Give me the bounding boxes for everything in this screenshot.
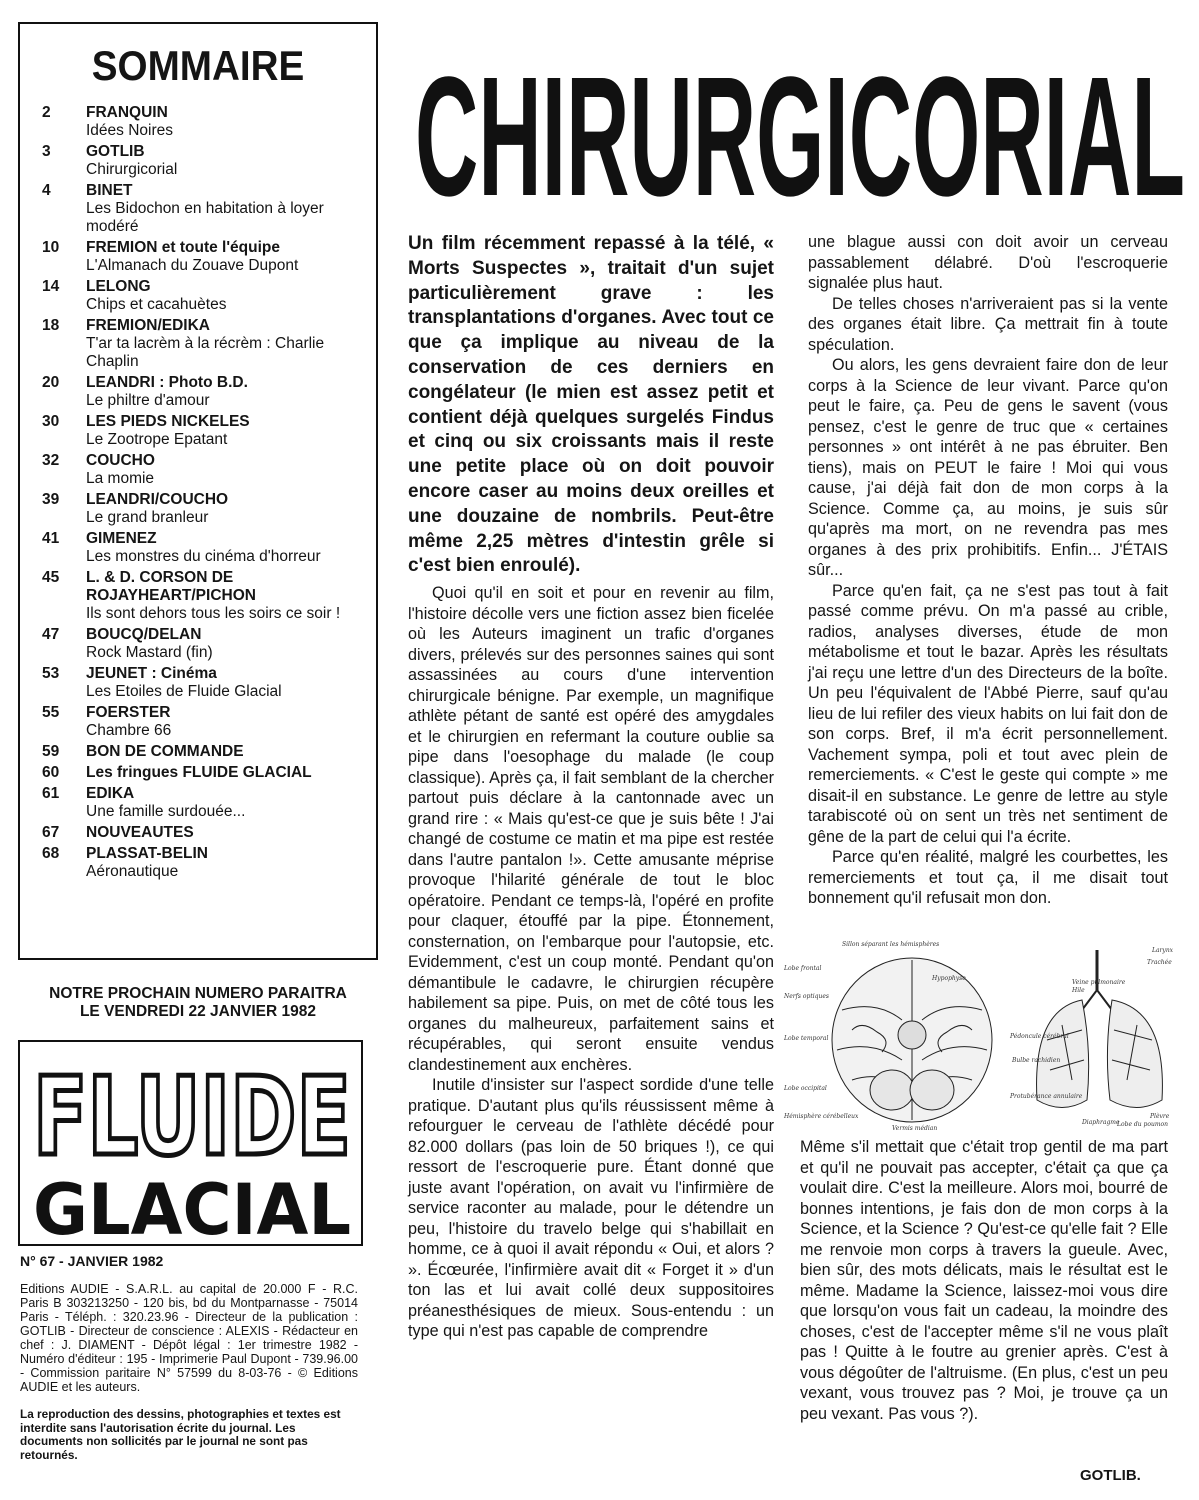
col2-paragraph-5: Parce qu'en réalité, malgré les courbettes, les remerciements et tout ça, il me disait tout bonnement qu'il refusait mon don.	[808, 848, 1168, 907]
toc-feature-title: La momie	[86, 470, 155, 487]
article-intro: Un film récemment repassé à la télé, « Morts Suspectes », traitait d'un sujet particulièrement grave : les transplantations d'organes. Avec tout ce que ça implique au niveau de la conservation de ces derniers en congélateur (le mien est assez petit et contient déjà quelques surgelés Findus et cinq ou six croissants mais il reste une petite place où on doit pouvoir encore caser au moins deux oreilles et une douzaine de nombrils. Peut-être même 2,25 mètres d'intestin grêle si c'est bien enroulé).	[408, 233, 774, 577]
toc-feature-title: Les Bidochon en habitation à loyer modéré	[86, 200, 324, 235]
toc-entry	[42, 374, 367, 410]
toc-feature-title: Aéronautique	[86, 863, 179, 880]
toc-entry-text	[86, 743, 367, 761]
toc-entry	[42, 824, 367, 842]
toc-author: FOERSTER	[86, 704, 171, 721]
imprint: Editions AUDIE - S.A.R.L. au capital de 20.000 F - R.C. Paris B 303213250 - 120 bis, bd du Montparnasse - 75014 Paris - Téléph. : 320.23.96 - Directeur de la publication : GOTLIB - Directeur de conscience : ALEXIS - Rédacteur en chef : J. DIAMENT - Dépôt légal : 1er trimestre 1982 - Numéro d'éditeur : 195 - Imprimerie Paul Dupont - 739.96.00 - Commission paritaire N° 57599 du 8-03-76 - © Editions AUDIE et les auteurs.	[20, 1282, 358, 1394]
article-column-2-top	[808, 232, 1168, 909]
toc-entry-text	[86, 278, 367, 314]
toc-entry-text	[86, 143, 367, 179]
toc-author: LEANDRI : Photo B.D.	[86, 374, 248, 391]
toc-entry-text	[86, 182, 367, 236]
toc-author: JEUNET : Cinéma	[86, 665, 217, 682]
toc-entry	[42, 452, 367, 488]
brain-label: Protubérance annulaire	[1010, 1093, 1083, 1100]
toc-entry	[42, 239, 367, 275]
toc-page-number: 53	[42, 665, 60, 682]
table-of-contents	[18, 22, 378, 960]
col1-paragraph-2: Inutile d'insister sur l'aspect sordide d'une telle pratique. D'autant plus qu'ils réussissent même à refourguer le cerveau de l'athlète décédé pour 82.000 dollars (pas loin de 50 briques !), ce qui ressort de l'escroquerie pure. Étant donné que juste avant l'opération, on avait vu l'infirmière de service raconter au malade, pour le détendre un peu, l'histoire du travelo belge qui s'habillait en homme, ce à quoi il avait répondu « Oui, et alors ? ». Écœurée, l'infirmière avait dit « Forget it » d'un ton las et lui avait collé deux suppositoires préanesthésiques de mieux. Sous-entendu : un type qui n'est pas capable de comprendre	[408, 1076, 774, 1341]
toc-page-number: 20	[42, 374, 60, 391]
logo-graphic	[20, 1042, 365, 1251]
toc-entry	[42, 785, 367, 821]
toc-page-number: 18	[42, 317, 60, 334]
toc-title: SOMMAIRE	[91, 42, 305, 89]
toc-feature-title: Chirurgicorial	[86, 161, 178, 178]
disclaimer: La reproduction des dessins, photographies et textes est interdite sans l'autorisation écrite du journal. Les documents non sollicités par le journal ne sont pas retournés.	[20, 1407, 341, 1462]
toc-feature-title: Chips et cacahuètes	[86, 296, 227, 313]
toc-page-number: 30	[42, 413, 60, 430]
toc-author: GIMENEZ	[86, 530, 157, 547]
toc-author: L. & D. CORSON DE ROJAYHEART/PICHON	[86, 569, 256, 604]
toc-feature-title: T'ar ta lacrèm à la récrèm : Charlie Chaplin	[86, 335, 325, 370]
toc-page-number: 61	[42, 785, 60, 802]
article-headline	[405, 42, 1195, 232]
col2-paragraph-3: Ou alors, les gens devraient faire don de leur corps à la Science de leur vivant. Parce qu'on peut le faire, ça. Peu de gens le savent (vous pensez, c'est le genre de truc que « certaines personnes » ont intérêt à ne pas ébruiter. Ben tiens), mais on PEUT le faire ! Moi qui vous cause, j'ai déjà fait don de mon corps à la Science. Comme ça, au moins, je suis sûr qu'après ma mort, on ne revendra pas mes organes à des prix prohibitifs. Enfin... J'ÉTAIS sûr...	[808, 356, 1168, 579]
brain-label: Lobe temporal	[784, 1035, 829, 1042]
toc-feature-title: Chambre 66	[86, 722, 172, 739]
brain-label: Sillon séparant les hémisphères	[842, 941, 940, 948]
toc-page-number: 45	[42, 569, 60, 586]
toc-feature-title: L'Almanach du Zouave Dupont	[86, 257, 299, 274]
toc-author: BON DE COMMANDE	[86, 743, 244, 760]
toc-author: EDIKA	[86, 785, 135, 802]
toc-feature-title: Le philtre d'amour	[86, 392, 210, 409]
toc-entry-text	[86, 374, 367, 410]
toc-feature-title: Une famille surdouée...	[86, 803, 246, 820]
toc-page-number: 41	[42, 530, 60, 547]
brain-label: Pédoncule cérébral	[1010, 1033, 1069, 1040]
col1-paragraph-1: Quoi qu'il en soit et pour en revenir au film, l'histoire décolle vers une fiction assez bien ficelée où les Auteurs imaginent un trafic d'organes divers, prélevés sur des personnes saines qui sont assassinées au cours d'une intervention chirurgicale bénigne. Par exemple, un magnifique athlète pétant de santé est opéré des amygdales et le chirurgien en refermant la couture oublie sa pipe dans l'oesophage du malade (le coup classique). Après ça, il fait semblant de la chercher partout puis déclare à la cantonnade avec un grand rire : « Mais qu'est-ce que je suis bête ! J'ai changé de costume ce matin et ma pipe est restée dans l'autre pantalon !». Cette amusante méprise provoque l'hilarité générale de tout le bloc opératoire. Pendant ce temps-là, l'opéré en profite pour claquer, étouffé par la pipe. Étonnement, consternation, on l'embarque pour l'autopsie, etc. Evidemment, c'est un coup monté. Pendant qu'on démantibule le cadavre, le chirurgien récupère habilement sa pipe. Puis, on met de côté tous les organes du malheureux, parfaitement sains et récupérables, qui seront ensuite vendus clandestinement aux enchères.	[408, 584, 774, 1074]
toc-page-number: 47	[42, 626, 60, 643]
logo-word-fluide: FLUIDE	[33, 1055, 351, 1180]
toc-page-number: 60	[42, 764, 60, 781]
article-column-2-bottom	[800, 1137, 1168, 1424]
toc-entry	[42, 764, 367, 782]
lung-label: Veine pulmonaire	[1072, 979, 1126, 986]
author-signature: GOTLIB.	[1080, 1467, 1141, 1484]
toc-entry	[42, 278, 367, 314]
toc-entry-text	[86, 530, 367, 566]
toc-author: BOUCQ/DELAN	[86, 626, 202, 643]
brain-drawing	[832, 958, 992, 1122]
fluide-glacial-logo	[18, 1040, 363, 1251]
toc-entry-text	[86, 845, 367, 881]
issue-number: N° 67 - JANVIER 1982	[20, 1253, 164, 1269]
toc-author: BINET	[86, 182, 133, 199]
lung-label: Plèvre	[1150, 1113, 1170, 1120]
toc-entry-text	[86, 239, 367, 275]
logo-word-glacial: GLACIAL	[33, 1169, 351, 1251]
toc-entry-text	[86, 569, 367, 623]
toc-entry	[42, 104, 367, 140]
brain-label: Hémisphère cérébelleux	[784, 1113, 859, 1120]
toc-author: FRANQUIN	[86, 104, 168, 121]
toc-page-number: 55	[42, 704, 60, 721]
toc-page-number: 14	[42, 278, 60, 295]
toc-page-number: 67	[42, 824, 60, 841]
toc-feature-title: Ils sont dehors tous les soirs ce soir !	[86, 605, 341, 622]
toc-feature-title: Le grand branleur	[86, 509, 209, 526]
article-column-1	[408, 232, 774, 1342]
toc-entry-text	[86, 764, 367, 782]
toc-entry	[42, 569, 367, 623]
toc-author: LES PIEDS NICKELES	[86, 413, 250, 430]
brain-label: Nerfs optiques	[784, 993, 829, 1000]
toc-entry-text	[86, 491, 367, 527]
brain-label: Lobe occipital	[784, 1085, 827, 1092]
toc-entry-text	[86, 785, 367, 821]
toc-entry	[42, 182, 367, 236]
brain-label: Hypophyse	[932, 975, 966, 982]
toc-author: FREMION et toute l'équipe	[86, 239, 280, 256]
toc-list	[42, 104, 367, 884]
toc-entry	[42, 845, 367, 881]
toc-author: GOTLIB	[86, 143, 145, 160]
toc-feature-title: Rock Mastard (fin)	[86, 644, 213, 661]
next-issue-notice	[18, 985, 378, 1021]
toc-feature-title: Le Zootrope Epatant	[86, 431, 228, 448]
lung-label: Diaphragme	[1082, 1119, 1120, 1126]
toc-feature-title: Les monstres du cinéma d'horreur	[86, 548, 321, 565]
toc-author: COUCHO	[86, 452, 155, 469]
lungs-drawing	[1037, 950, 1163, 1108]
brain-label: Lobe frontal	[784, 965, 822, 972]
headline-text: CHIRURGICORIAL	[415, 42, 1185, 232]
toc-entry	[42, 317, 367, 371]
toc-entry-text	[86, 626, 367, 662]
toc-entry-text	[86, 413, 367, 449]
toc-entry-text	[86, 452, 367, 488]
col2-paragraph-4: Parce qu'en fait, ça ne s'est pas tout à fait passé comme prévu. On m'a passé au crible, radios, analyses diverses, étude de mon métabolisme et tout le bazar. Après les résultats j'ai reçu une lettre d'un des Directeurs de la boîte. Un peu l'équivalent de l'Abbé Pierre, sauf qu'au lieu de lui refiler des vieux habits on lui fait don de son corps. Bref, il m'a écrit personnellement. Vachement sympa, poli et tout avec plein de remerciements. « C'est le geste qui compte » me disait-il en substance. Le genre de lettre au style tarabiscoté où on sent un très net sentiment de gêne de la part de celui qui l'a écrite.	[808, 581, 1168, 846]
toc-page-number: 10	[42, 239, 60, 256]
toc-author: PLASSAT-BELIN	[86, 845, 208, 862]
next-issue-line1: NOTRE PROCHAIN NUMERO PARAITRA	[49, 985, 347, 1002]
toc-entry	[42, 143, 367, 179]
anatomy-illustration	[782, 940, 1184, 1132]
col2-paragraph-6: Même s'il mettait que c'était trop gentil de ma part et qu'il ne pouvait pas accepter, c'était ça que ça voulait dire. C'est la meilleure. Alors moi, bourré de bonnes intentions, je fais don de mon corps à la Science, et la Science ? Qu'est-ce qu'elle fait ? Elle me renvoie mon corps à travers la gueule. Avec, bien sûr, des mots délicats, mais le résultat est le même. Madame la Science, laissez-moi vous dire que lorsqu'on vous fait un cadeau, la moindre des choses, c'est de l'accepter même s'il ne vous plaît pas ! Quitte à le foutre au grenier après. C'est à vous dégoûter de l'altruisme. (En plus, c'est un peu vexant, vous trouvez pas ? Moi, je trouve ça un peu vexant. Pas vous ?).	[800, 1138, 1168, 1423]
brain-label: Vermis médian	[892, 1125, 938, 1132]
toc-author: LELONG	[86, 278, 151, 295]
toc-entry-text	[86, 317, 367, 371]
toc-page-number: 4	[42, 182, 51, 199]
next-issue-line2: LE VENDREDI 22 JANVIER 1982	[79, 1003, 317, 1020]
toc-entry	[42, 626, 367, 662]
toc-page-number: 2	[42, 104, 51, 121]
toc-entry-text	[86, 665, 367, 701]
toc-entry	[42, 704, 367, 740]
toc-author: NOUVEAUTES	[86, 824, 194, 841]
toc-author: LEANDRI/COUCHO	[86, 491, 229, 508]
toc-feature-title: Idées Noires	[86, 122, 174, 139]
toc-entry-text	[86, 824, 367, 842]
toc-author: Les fringues FLUIDE GLACIAL	[86, 764, 312, 781]
toc-author: FREMION/EDIKA	[86, 317, 210, 334]
toc-page-number: 59	[42, 743, 60, 760]
toc-entry-text	[86, 704, 367, 740]
toc-page-number: 32	[42, 452, 60, 469]
lung-label: Hile	[1072, 987, 1085, 994]
lung-label: Trachée	[1147, 959, 1172, 966]
toc-entry	[42, 413, 367, 449]
toc-entry-text	[86, 104, 367, 140]
brain-label: Bulbe rachidien	[1012, 1057, 1061, 1064]
toc-entry	[42, 665, 367, 701]
toc-page-number: 39	[42, 491, 60, 508]
col2-paragraph-1: une blague aussi con doit avoir un cerveau passablement délabré. D'où l'escroquerie signalée plus haut.	[808, 233, 1168, 292]
toc-entry	[42, 530, 367, 566]
toc-page-number: 68	[42, 845, 60, 862]
toc-feature-title: Les Etoiles de Fluide Glacial	[86, 683, 282, 700]
lung-label: Larynx	[1152, 947, 1174, 954]
lung-label: Lobe du poumon	[1117, 1121, 1168, 1128]
toc-page-number: 3	[42, 143, 51, 160]
toc-entry	[42, 491, 367, 527]
toc-entry	[42, 743, 367, 761]
col2-paragraph-2: De telles choses n'arriveraient pas si la vente des organes était libre. Ça mettrait fin à toute spéculation.	[808, 294, 1168, 354]
